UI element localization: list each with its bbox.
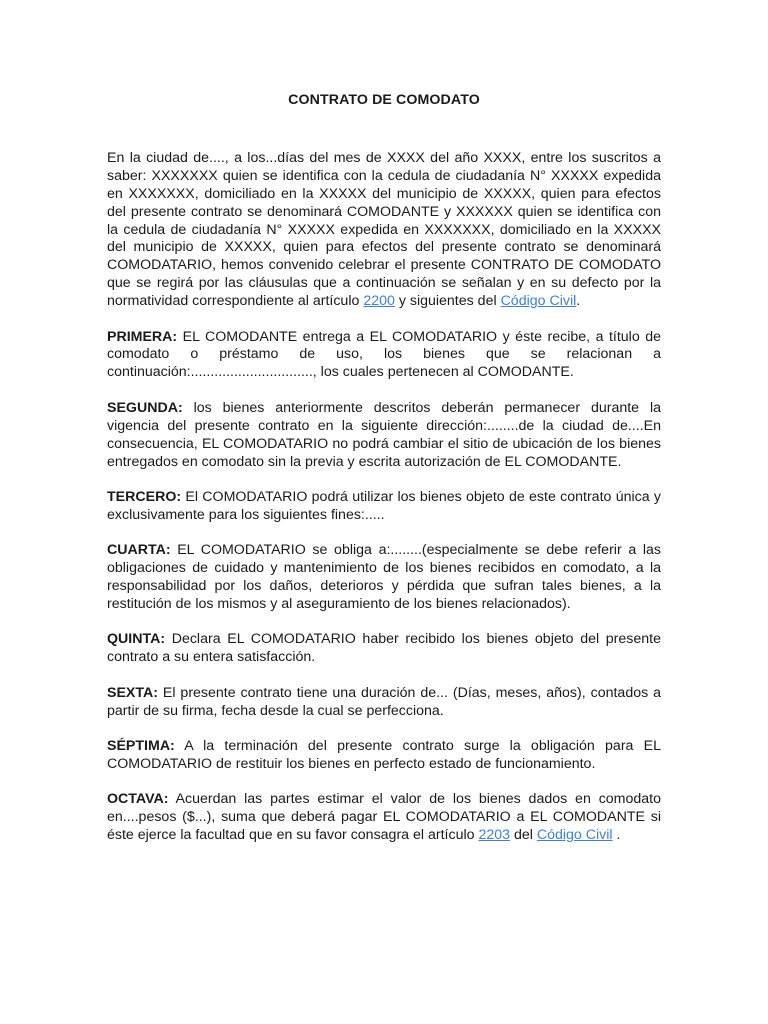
clause-primera (107, 329, 661, 383)
clause-tercero (107, 489, 661, 525)
clause-octava-text: Acuerdan las partes estimar el valor de los bienes dados en comodato en....pesos ($...), suma que deberá pagar EL COMODATARIO a EL COMODANTE si éste ejerce la facultad que en su favor consagra el artículo (107, 791, 661, 844)
clause-quinta-text: Declara EL COMODATARIO haber recibido los bienes objeto del presente contrato a su entera satisfacción. (107, 631, 661, 666)
clause-septima-text: A la terminación del presente contrato surge la obligación para EL COMODATARIO de restituir los bienes en perfecto estado de funcionamiento. (107, 737, 661, 772)
clause-septima-label: SÉPTIMA: (107, 737, 175, 754)
clause-octava (107, 791, 661, 845)
clause-primera-label: PRIMERA: (107, 328, 178, 345)
document-page (107, 92, 661, 863)
clause-octava-text-connector: del (510, 827, 537, 844)
clause-sexta-label: SEXTA: (107, 684, 158, 701)
clause-sexta-text: El presente contrato tiene una duración de... (Días, meses, años), contados a partir de su firma, fecha desde la cual se perfecciona. (107, 684, 661, 719)
clause-octava-text-end: . (612, 827, 621, 844)
clause-quinta-label: QUINTA: (107, 631, 166, 648)
intro-text: En la ciudad de...., a los...días del mes de XXXX del año XXXX, entre los suscritos a saber: XXXXXXX quien se identifica con la cedula de ciudadanía N° XXXXX expedida en XXXXXXX, domiciliado en la XXXXX del municipio de XXXXX, quien para efectos del presente contrato se denominará COMODANTE y XXXXXX quien se identifica con la cedula de ciudadanía N° XXXXX expedida en XXXXXXX, domiciliado en la XXXXX del municipio de XXXXX, quien para efectos del presente contrato se denominará COMODATARIO, hemos convenido celebrar el presente CONTRATO DE COMODATO que se regirá por las cláusulas que a continuación se señalan y en su defecto por la normatividad correspondiente al artículo (107, 149, 661, 310)
clause-cuarta-text: EL COMODATARIO se obliga a:........(especialmente se debe referir a las obligaciones de cuidado y mantenimiento de los bienes recibidos en comodato, a la responsabilidad por los daños, deterioros y pérdida que sufran tales bienes, a la restitución de los mismos y al aseguramiento de los bienes relacionados). (107, 542, 661, 612)
clause-segunda (107, 400, 661, 472)
article-2200-link[interactable]: 2200 (363, 293, 395, 310)
clause-primera-text: EL COMODANTE entrega a EL COMODATARIO y éste recibe, a título de comodato o préstamo de uso, los bienes que se relacionan a continuación:..............................., los cuales pertenecen al COMODANTE. (107, 328, 661, 381)
clause-cuarta (107, 542, 661, 614)
intro-paragraph (107, 150, 661, 311)
clause-septima (107, 738, 661, 774)
article-2203-link[interactable]: 2203 (478, 827, 511, 844)
clause-segunda-label: SEGUNDA: (107, 399, 183, 416)
intro-text-connector: y siguientes del (394, 293, 501, 310)
clause-segunda-text: los bienes anteriormente descritos deberán permanecer durante la vigencia del presente contrato en la siguiente dirección:........de la ciudad de....En consecuencia, EL COMODATARIO no podrá cambiar el sitio de ubicación de los bienes entregados en comodato sin la previa y escrita autorización de EL COMODANTE. (107, 399, 661, 470)
clause-tercero-text: El COMODATARIO podrá utilizar los bienes objeto de este contrato única y exclusivamente para los siguientes fines:..... (107, 488, 661, 523)
clause-cuarta-label: CUARTA: (107, 542, 171, 559)
intro-text-end: . (576, 293, 581, 310)
codigo-civil-link[interactable]: Código Civil (500, 293, 577, 310)
clause-quinta (107, 631, 661, 667)
document-title: CONTRATO DE COMODATO (288, 92, 480, 108)
clause-tercero-label: TERCERO: (107, 488, 182, 505)
codigo-civil-link-octava[interactable]: Código Civil (536, 827, 613, 844)
clause-octava-label: OCTAVA: (107, 791, 169, 808)
clause-sexta (107, 685, 661, 721)
